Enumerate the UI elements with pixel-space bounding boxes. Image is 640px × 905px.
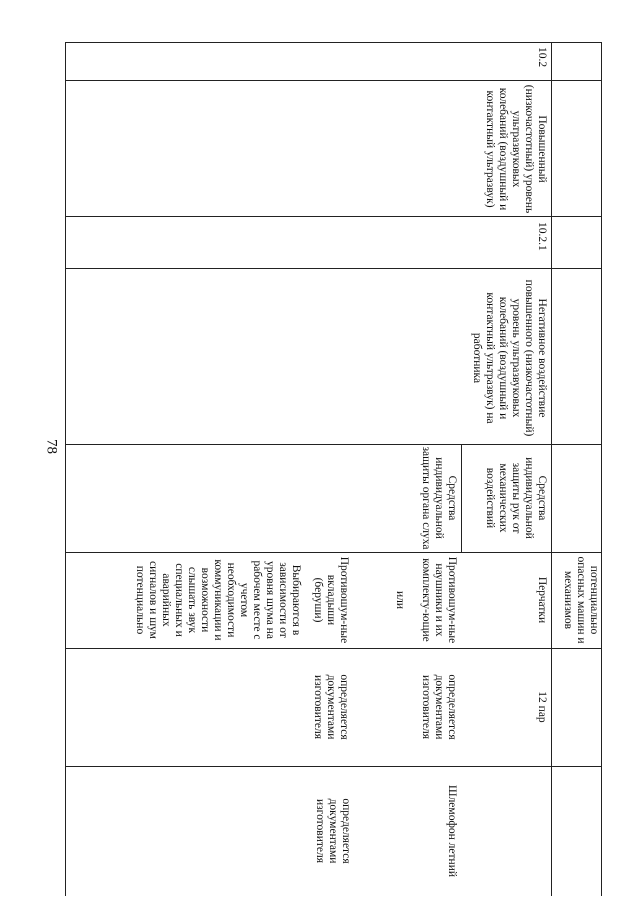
ppe-qty-earplugs: определяется документами изготовителя <box>312 674 350 740</box>
col-border-4 <box>66 444 602 445</box>
hazard-description: Повышенный (низкочастотный) уровень ультразвуковых колебаний (воздушный и контактный ультразвук) <box>484 84 548 214</box>
ppe-qty-earmuffs: определяется документами изготовителя <box>420 674 458 740</box>
col-border-0 <box>66 42 602 43</box>
hazard-event: Негативное воздействие повышенного (низкочастотный) уровень ультразвуковых колебаний (воздушный и контактный ультразвук) на работника <box>471 279 548 437</box>
row-number: 10.2 <box>536 47 548 68</box>
ppe-qty-gloves: 12 пар <box>536 691 548 723</box>
col-border-6 <box>66 648 602 649</box>
ppe-name-earplugs: Противошум-ные вкладыши (беруши) <box>312 556 350 644</box>
ppe-row-divider <box>461 444 462 552</box>
col-border-1 <box>66 80 602 81</box>
ppe-name-earmuffs: Противошум-ные наушники и их комплекту-ющие <box>420 556 458 644</box>
rotated-table <box>66 42 602 896</box>
ppe-group-hands: Средства индивидуальной защиты рук от механических воздействий <box>484 457 548 539</box>
col-border-5 <box>66 552 602 553</box>
col-border-2 <box>66 216 602 217</box>
page-number: 78 <box>43 439 60 454</box>
ppe-or-label: или <box>394 590 406 610</box>
sub-number: 10.2.1 <box>536 222 548 251</box>
col-border-7 <box>66 766 602 767</box>
table-bottom-border <box>65 42 66 896</box>
col-border-3 <box>66 268 602 269</box>
ppe-note-hearing: Выбираются в зависимости от уровня шума на рабочем месте с учетом необходимости коммуникации и возможности слышать звук специальных и аварийных сигналов и шум потенциально <box>134 559 302 641</box>
header-divider <box>551 42 552 896</box>
extra-qty: определяется документами изготовителя <box>314 798 352 864</box>
ppe-name-gloves: Перчатки <box>536 576 548 624</box>
extra-item: Шлемофон летний <box>446 784 458 878</box>
table-top-border <box>601 42 602 896</box>
header-col6-continuation: потенциально опасных машин и механизмов <box>562 556 600 644</box>
document-page <box>66 0 640 905</box>
ppe-group-hearing: Средства индивидуальной защиты органа слуха <box>420 446 458 550</box>
